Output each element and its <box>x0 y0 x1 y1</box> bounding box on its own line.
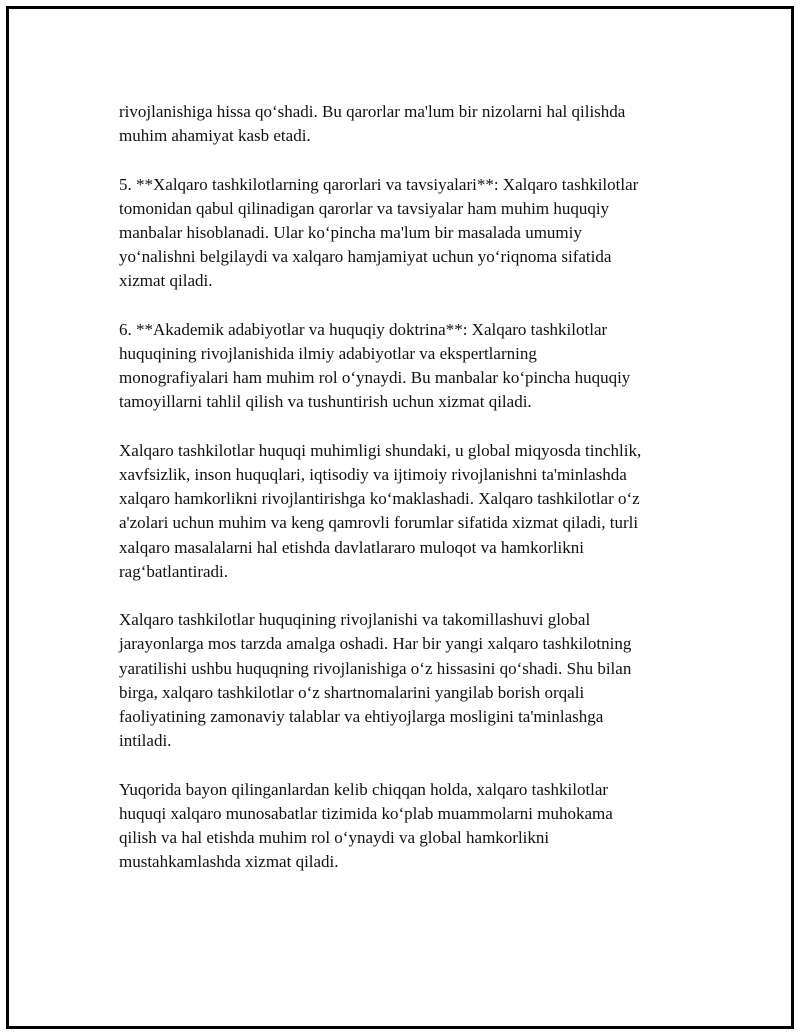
page-frame <box>6 6 794 1029</box>
paragraph-item-6: 6. **Akademik adabiyotlar va huquqiy doktrina**: Xalqaro tashkilotlar huquqining rivojlanishida ilmiy adabiyotlar va ekspertlarning monografiyalari ham muhim rol o‘ynaydi. Bu manbalar ko‘pincha huquqiy tamoyillarni tahlil qilish va tushuntirish uchun xizmat qiladi. <box>119 319 631 412</box>
paragraph-importance: Xalqaro tashkilotlar huquqi muhimligi shundaki, u global miqyosda tinchlik, xavfsizlik, inson huquqlari, iqtisodiy va ijtimoiy rivojlanishni ta'minlashda xalqaro hamkorlikni rivojlantirishga ko‘maklashadi. Xalqaro tashkilotlar o‘z a'zolari uchun muhim va keng qamrovli forumlar sifatida xizmat qiladi, turli xalqaro masalalarni hal etishda davlatlararo muloqot va hamkorlikni rag‘batlantiradi. <box>119 440 642 581</box>
document-body <box>119 100 709 899</box>
paragraph-continuation: rivojlanishiga hissa qo‘shadi. Bu qarorlar ma'lum bir nizolarni hal qilishda muhim ahamiyat kasb etadi. <box>119 102 626 146</box>
paragraph-development: Xalqaro tashkilotlar huquqining rivojlanishi va takomillashuvi global jarayonlarga mos tarzda amalga oshadi. Har bir yangi xalqaro tashkilotning yaratilishi ushbu huquqning rivojlanishiga o‘z hissasini qo‘shadi. Shu bilan birga, xalqaro tashkilotlar o‘z shartnomalarini yangilab borish orqali faoliyatining zamonaviy talablar va ehtiyojlarga mosligini ta'minlashga intiladi. <box>119 610 632 751</box>
paragraph-item-5: 5. **Xalqaro tashkilotlarning qarorlari va tavsiyalari**: Xalqaro tashkilotlar tomonidan qabul qilinadigan qarorlar va tavsiyalar ham muhim huquqiy manbalar hisoblanadi. Ular ko‘pincha ma'lum bir masalada umumiy yo‘nalishni belgilaydi va xalqaro hamjamiyat uchun yo‘riqnoma sifatida xizmat qiladi. <box>119 174 639 291</box>
paragraph-conclusion: Yuqorida bayon qilinganlardan kelib chiqqan holda, xalqaro tashkilotlar huquqi xalqaro munosabatlar tizimida ko‘plab muammolarni muhokama qilish va hal etishda muhim rol o‘ynaydi va global hamkorlikni mustahkamlashda xizmat qiladi. <box>119 779 613 872</box>
